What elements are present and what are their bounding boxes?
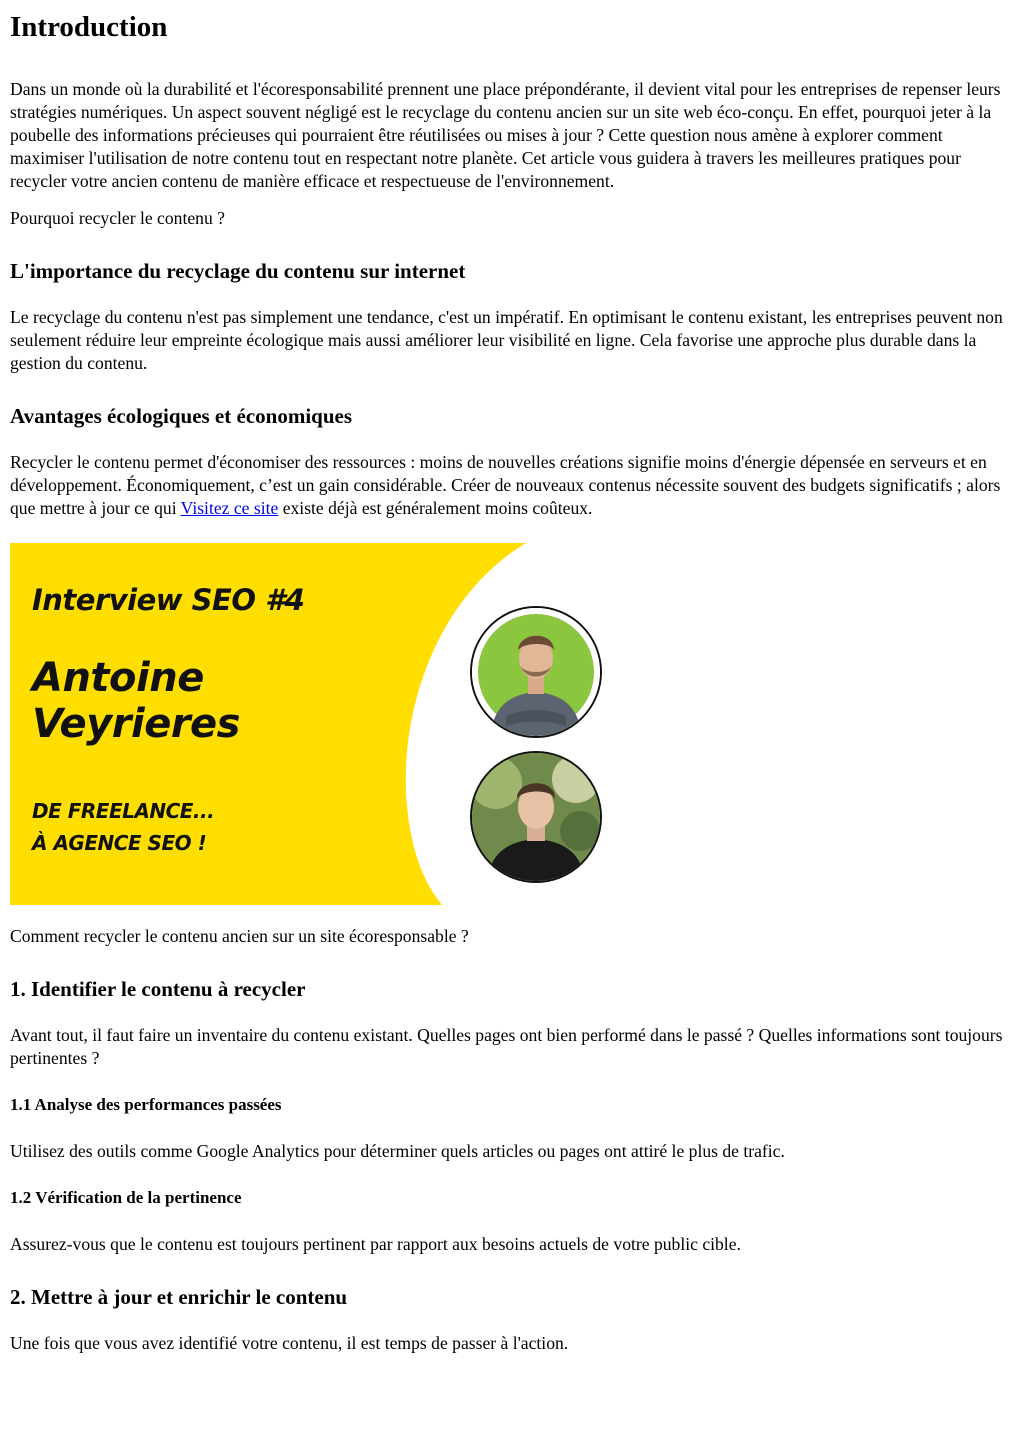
interviewee-avatar	[470, 606, 602, 738]
avantages-text-after-link: existe déjà est généralement moins coûteux.	[278, 498, 593, 518]
interviewer-avatar	[470, 751, 602, 883]
intro-heading: Introduction	[10, 11, 168, 43]
avantages-heading: Avantages écologiques et économiques	[10, 404, 352, 428]
comment-question: Comment recycler le contenu ancien sur un site écoresponsable ?	[10, 926, 469, 946]
section1-sub1-paragraph: Utilisez des outils comme Google Analytics pour déterminer quels articles ou pages ont attiré le plus de trafic.	[10, 1141, 785, 1161]
importance-heading: L'importance du recyclage du contenu sur internet	[10, 259, 466, 283]
intro-paragraph: Dans un monde où la durabilité et l'écoresponsabilité prennent une place prépondérante, il devient vital pour les entreprises de repenser leurs stratégies numériques. Un aspect souvent négligé est le recyclage du contenu ancien sur un site web éco-conçu. En effet, pourquoi jeter à la poubelle des informations précieuses qui pourraient être réutilisées ou mises à jour ? Cette question nous amène à explorer comment maximiser l'utilisation de notre contenu tout en respectant notre planète. Cet article vous guidera à travers les meilleures pratiques pour recycler votre ancien contenu de manière efficace et respectueuse de l'environnement.	[10, 79, 1001, 191]
banner-kicker: Interview SEO #4	[32, 583, 305, 617]
interview-banner-image	[10, 543, 656, 905]
intro-question: Pourquoi recycler le contenu ?	[10, 208, 225, 228]
banner-tagline-line1: DE FREELANCE...	[32, 799, 215, 823]
banner-name-first: Antoine	[32, 655, 204, 701]
banner-name-last: Veyrieres	[32, 701, 240, 747]
banner-name	[32, 655, 240, 747]
section1-sub1-heading: 1.1 Analyse des performances passées	[10, 1095, 282, 1114]
section2-paragraph: Une fois que vous avez identifié votre contenu, il est temps de passer à l'action.	[10, 1333, 569, 1353]
section1-sub2-heading: 1.2 Vérification de la pertinence	[10, 1188, 242, 1207]
section2-heading: 2. Mettre à jour et enrichir le contenu	[10, 1285, 348, 1309]
banner-tagline	[32, 795, 214, 859]
visit-site-link[interactable]: Visitez ce site	[180, 498, 279, 518]
avantages-text-before-link: Recycler le contenu permet d'économiser des ressources : moins de nouvelles créations signifie moins d'énergie dépensée en serveurs et en développement. Économiquement, c’est un gain considérable. Créer de nouveaux contenus nécessite souvent des budgets significatifs ; alors que mettre à jour ce qui	[10, 452, 1001, 518]
banner-tagline-line2: À AGENCE SEO !	[32, 831, 207, 855]
avantages-paragraph	[10, 451, 1014, 520]
section1-heading: 1. Identifier le contenu à recycler	[10, 977, 306, 1001]
section1-paragraph: Avant tout, il faut faire un inventaire du contenu existant. Quelles pages ont bien performé dans le passé ? Quelles informations sont toujours pertinentes ?	[10, 1025, 1003, 1068]
importance-paragraph: Le recyclage du contenu n'est pas simplement une tendance, c'est un impératif. En optimisant le contenu existant, les entreprises peuvent non seulement réduire leur empreinte écologique mais aussi améliorer leur visibilité en ligne. Cela favorise une approche plus durable dans la gestion du contenu.	[10, 307, 1003, 373]
section1-sub2-paragraph: Assurez-vous que le contenu est toujours pertinent par rapport aux besoins actuels de votre public cible.	[10, 1234, 741, 1254]
